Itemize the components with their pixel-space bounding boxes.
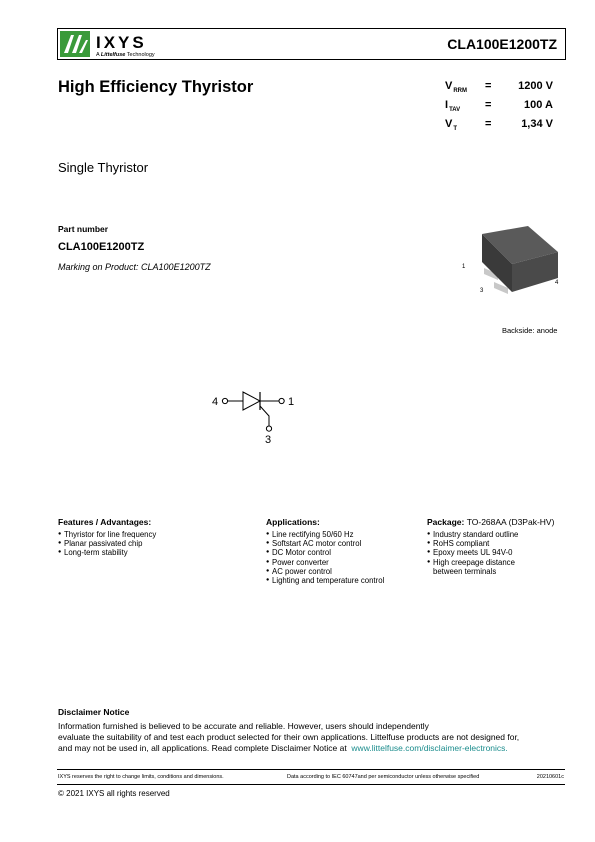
anode-pin-label: 4 bbox=[212, 396, 219, 408]
copyright: © 2021 IXYS all rights reserved bbox=[58, 789, 170, 798]
list-item: ● Industry standard outline bbox=[427, 530, 554, 539]
header-part-number: CLA100E1200TZ bbox=[447, 36, 557, 52]
thyristor-symbol bbox=[205, 386, 305, 448]
footer-middle-text: Data according to IEC 60747and per semiconductor unless otherwise specified bbox=[287, 774, 480, 780]
rating-symbol: $V_T$ bbox=[445, 118, 458, 132]
gate-terminal bbox=[266, 426, 271, 431]
list-item: ● Long-term stability bbox=[58, 548, 156, 557]
list-item: ● Line rectifying 50/60 Hz bbox=[266, 530, 384, 539]
page-title: High Efficiency Thyristor bbox=[58, 78, 254, 96]
brand-tagline: A Littelfuse Technology bbox=[96, 52, 155, 58]
rating-row bbox=[445, 116, 555, 135]
list-item: ● AC power control bbox=[266, 567, 384, 576]
backside-note: Backside: anode bbox=[502, 326, 558, 335]
footer-divider bbox=[57, 784, 565, 785]
rating-equals: = bbox=[485, 99, 492, 111]
disclaimer-title: Disclaimer Notice bbox=[58, 707, 130, 717]
applications-section bbox=[266, 517, 384, 585]
list-item: ● Epoxy meets UL 94V-0 bbox=[427, 548, 554, 557]
list-item-continuation: between terminals bbox=[433, 566, 497, 576]
package-pin-label: 3 bbox=[480, 288, 484, 294]
list-item: ● High creepage distance bbox=[427, 558, 554, 567]
features-title: Features / Advantages: bbox=[58, 517, 152, 527]
disclaimer-link[interactable]: www.littelfuse.com/disclaimer-electronics. bbox=[351, 743, 508, 753]
ratings-table bbox=[445, 78, 555, 135]
list-item: ● Planar passivated chip bbox=[58, 539, 156, 548]
device-subtitle: Single Thyristor bbox=[58, 160, 149, 175]
package-pin-label: 1 bbox=[462, 264, 466, 270]
rating-symbol: $V_{RRM}$ bbox=[445, 80, 468, 94]
package-title: Package: TO-268AA (D3Pak-HV) bbox=[427, 517, 555, 527]
package-image bbox=[458, 222, 568, 302]
rating-row bbox=[445, 97, 555, 116]
anode-terminal bbox=[222, 398, 227, 403]
rating-symbol: $I_{TAV}$ bbox=[445, 99, 461, 113]
list-item: ● Thyristor for line frequency bbox=[58, 530, 156, 539]
list-item: ● Softstart AC motor control bbox=[266, 539, 384, 548]
rating-value: 100 A bbox=[524, 99, 553, 111]
features-section bbox=[58, 517, 156, 558]
header-bar bbox=[57, 28, 566, 60]
brand-name: IXYS bbox=[96, 33, 147, 52]
applications-title: Applications: bbox=[266, 517, 320, 527]
footer-left-text: IXYS reserves the right to change limits, conditions and dimensions. bbox=[58, 774, 224, 780]
package-section bbox=[427, 517, 554, 576]
rating-row bbox=[445, 78, 555, 97]
gate-pin-label: 3 bbox=[265, 434, 272, 446]
disclaimer-body: Information furnished is believed to be accurate and reliable. However, users should independently evaluate the suitability of and test each product selected for their own applications. Littelfuse products are not designed for, and may not be used in, all applications. Read complete Disclaimer Notice at www.littelfuse.com/disclaimer-electronics. bbox=[58, 721, 520, 753]
marking-text: Marking on Product: CLA100E1200TZ bbox=[58, 262, 211, 272]
footer-divider bbox=[57, 769, 565, 770]
diode-triangle bbox=[243, 392, 260, 410]
gate-lead bbox=[260, 406, 269, 426]
list-item: ● RoHS compliant bbox=[427, 539, 554, 548]
part-number-label: Part number bbox=[58, 224, 109, 234]
list-item: ● Lighting and temperature control bbox=[266, 576, 384, 585]
part-number-value: CLA100E1200TZ bbox=[58, 241, 145, 253]
footer-revision: 20210601c bbox=[536, 774, 564, 780]
rating-equals: = bbox=[485, 80, 492, 92]
ixys-logo-icon bbox=[60, 31, 90, 57]
package-pin-label: 4 bbox=[555, 280, 559, 286]
cathode-terminal bbox=[279, 398, 284, 403]
list-item: ● Power converter bbox=[266, 558, 384, 567]
rating-equals: = bbox=[485, 118, 492, 130]
cathode-pin-label: 1 bbox=[288, 396, 295, 408]
list-item: ● DC Motor control bbox=[266, 548, 384, 557]
rating-value: 1200 V bbox=[518, 80, 553, 92]
rating-value: 1,34 V bbox=[521, 118, 553, 130]
